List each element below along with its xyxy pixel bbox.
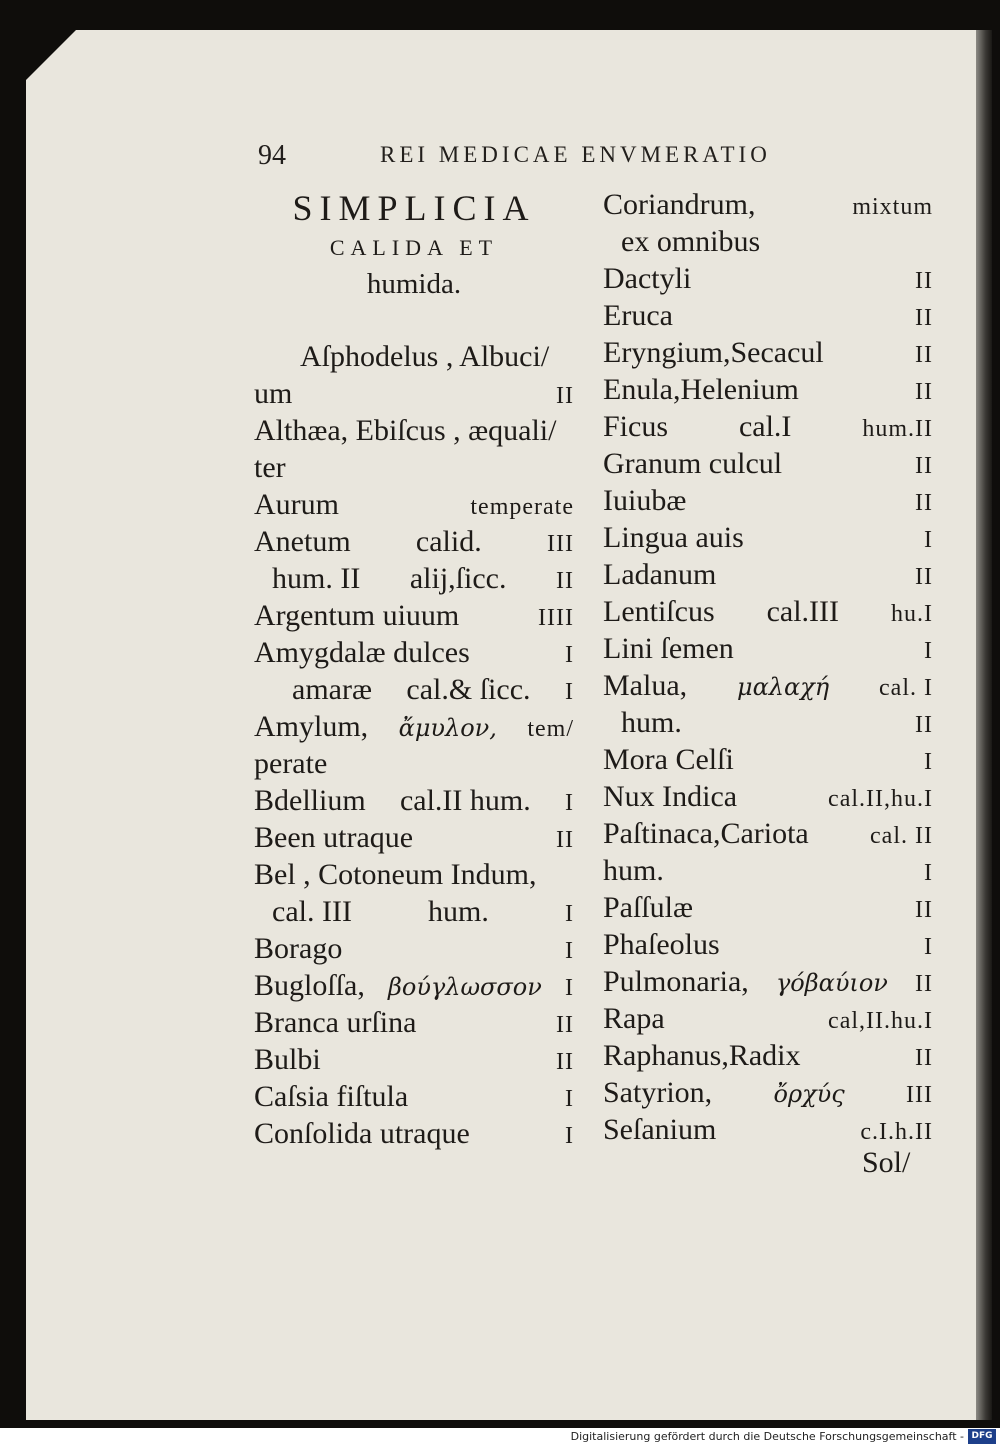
entry-grade: II [915, 305, 933, 331]
entry-grade: III [547, 531, 574, 557]
entry-text: Bel , Cotoneum Indum, [254, 858, 537, 891]
entry-text: Borago [254, 932, 343, 965]
entry-grade: IIII [538, 605, 574, 631]
running-title: REI MEDICAE ENVMERATIO [380, 142, 771, 167]
entry-grade: I [924, 527, 933, 553]
entry-line [603, 1074, 933, 1111]
left-entry-list [254, 338, 574, 1152]
entry-line [603, 371, 933, 408]
entry-grade: I [565, 975, 574, 1001]
page-gutter [976, 30, 992, 1420]
entry-grade: cal.II,hu.I [828, 786, 933, 812]
entry-text: Lingua auis [603, 521, 744, 554]
entry-grade: I [565, 1123, 574, 1149]
entry-text: Iuiubæ [603, 484, 687, 517]
entry-line [603, 482, 933, 519]
entry-text: perate [254, 747, 328, 780]
entry-grade: cal. II [870, 823, 933, 849]
entry-text: Ficus [603, 410, 669, 443]
entry-line [603, 223, 933, 260]
entry-text: Mora Celſi [603, 743, 734, 776]
entry-quality: hum. [428, 895, 489, 928]
entry-line [254, 671, 574, 708]
entry-grade: mixtum [852, 194, 933, 220]
entry-line [254, 856, 574, 893]
entry-line [603, 1000, 933, 1037]
entry-text: Nux Indica [603, 780, 738, 813]
entry-grade: II [915, 490, 933, 516]
entry-text: um [254, 377, 293, 410]
entry-line [254, 412, 574, 449]
greek-term: ἄμυλον, [398, 714, 497, 742]
entry-text: hum. II [272, 562, 361, 595]
entry-quality: cal.II hum. [399, 784, 531, 817]
catchword: Sol/ [862, 1146, 911, 1179]
entry-text: Eruca [603, 299, 673, 332]
entry-grade: II [915, 971, 933, 997]
entry-text: Dactyli [603, 262, 692, 295]
entry-quality: cal.& ſicc. [406, 673, 531, 706]
entry-text: Aurum [254, 488, 339, 521]
running-head [0, 140, 1000, 174]
entry-text: Anetum [254, 525, 351, 558]
greek-term: γόβαύιον [775, 969, 888, 997]
entry-text: Satyrion, [603, 1076, 713, 1109]
entry-text: Branca urſina [254, 1006, 417, 1039]
entry-line [254, 1004, 574, 1041]
entry-text: ex omnibus [621, 225, 761, 258]
greek-term: μαλαχή [737, 673, 830, 701]
entry-grade: I [565, 938, 574, 964]
entry-grade: I [564, 790, 574, 816]
entry-grade: II [915, 564, 933, 590]
entry-grade: cal. I [879, 675, 933, 701]
entry-text: Ladanum [603, 558, 717, 591]
section-subtitle: CALIDA ET [329, 235, 499, 260]
entry-text: Amygdalæ dulces [254, 636, 470, 669]
entry-line [603, 889, 933, 926]
entry-text: Raphanus,Radix [603, 1039, 801, 1072]
entry-line [254, 338, 574, 375]
entry-grade: hum.II [862, 416, 933, 442]
entry-text: ter [254, 451, 286, 484]
entry-quality: calid. [415, 525, 482, 558]
footer-credit: Digitalisierung gefördert durch die Deutsche Forschungsgemeinschaft - [570, 1430, 964, 1443]
entry-text: Lini ſemen [603, 632, 734, 665]
entry-line [254, 449, 574, 486]
entry-line [603, 630, 933, 667]
entry-grade: II [556, 1012, 574, 1038]
entry-text: Lentiſcus [603, 595, 715, 628]
entry-line [254, 745, 574, 782]
entry-line [603, 260, 933, 297]
entry-line [603, 297, 933, 334]
dfg-logo: DFG [968, 1429, 996, 1444]
entry-text: Conſolida utraque [254, 1117, 470, 1150]
entry-grade: temperate [470, 494, 574, 520]
entry-grade: III [906, 1082, 933, 1108]
entry-line [603, 852, 933, 889]
entry-grade: II [556, 568, 574, 594]
entry-line [254, 708, 574, 745]
entry-grade: II [915, 453, 933, 479]
entry-quality: cal.I [738, 410, 792, 443]
section-spacer [254, 302, 574, 338]
section-title: SIMPLICIA [292, 188, 536, 228]
entry-line [254, 486, 574, 523]
entry-text: Malua, [603, 669, 688, 702]
entry-grade: I [924, 934, 933, 960]
entry-line [603, 408, 933, 445]
entry-line [603, 1111, 933, 1148]
entry-text: Paſtinaca,Cariota [603, 817, 809, 850]
entry-line [603, 334, 933, 371]
entry-line [254, 819, 574, 856]
entry-grade: I [564, 679, 574, 705]
digitization-footer [0, 1428, 1000, 1448]
entry-grade: I [924, 749, 933, 775]
entry-grade: II [556, 383, 574, 409]
entry-text: Caſsia fiſtula [254, 1080, 409, 1113]
right-entry-list [603, 186, 933, 1148]
entry-line [254, 597, 574, 634]
entry-text: Amylum, [254, 710, 369, 743]
entry-grade: tem/ [527, 716, 574, 742]
entry-text: Seſanium [603, 1113, 717, 1146]
entry-text: Bugloſſa, [254, 969, 365, 1002]
entry-grade: II [915, 897, 933, 923]
entry-line [603, 926, 933, 963]
entry-line [254, 893, 574, 930]
entry-text: Rapa [603, 1002, 665, 1035]
entry-line [603, 963, 933, 1000]
entry-text: Aſphodelus , Albuci/ [300, 340, 550, 373]
entry-line [603, 741, 933, 778]
entry-text: Althæa, Ebiſcus , æquali/ [254, 414, 557, 447]
entry-text: Paſſulæ [603, 891, 694, 924]
entry-line [254, 375, 574, 412]
entry-line [254, 523, 574, 560]
greek-term: ὄρχύς [773, 1080, 845, 1108]
entry-text: cal. III [272, 895, 352, 928]
entry-line [254, 967, 574, 1004]
section-subtitle-2: humida. [366, 268, 462, 300]
entry-line [603, 593, 933, 630]
entry-quality: alij,ſicc. [409, 562, 507, 595]
left-column [254, 186, 574, 1152]
entry-line [254, 560, 574, 597]
entry-grade: I [924, 638, 933, 664]
entry-grade: I [565, 1086, 574, 1112]
entry-grade: II [915, 712, 933, 738]
entry-text: Bulbi [254, 1043, 321, 1076]
entry-text: Granum culcul [603, 447, 783, 480]
entry-quality: cal.III [766, 595, 840, 628]
entry-grade: II [915, 379, 933, 405]
greek-term: βούγλωσσον [388, 973, 542, 1001]
entry-grade: I [565, 642, 574, 668]
entry-line [603, 667, 933, 704]
page-number: 94 [258, 140, 286, 171]
entry-line [254, 1078, 574, 1115]
entry-text: Phaſeolus [603, 928, 720, 961]
entry-grade: c.I.h.II [860, 1119, 933, 1145]
entry-grade: II [915, 1045, 933, 1071]
entry-grade: I [924, 860, 933, 886]
entry-line [603, 815, 933, 852]
entry-grade: cal,II.hu.I [828, 1008, 933, 1034]
entry-line [254, 782, 574, 819]
entry-text: hum. [621, 706, 682, 739]
entry-line [254, 1115, 574, 1152]
entry-text: Pulmonaria, [603, 965, 749, 998]
entry-text: Coriandrum, [603, 188, 756, 221]
entry-grade: hu.I [890, 601, 933, 627]
entry-text: amaræ [292, 673, 372, 706]
entry-text: Bdellium [254, 784, 366, 817]
entry-grade: I [565, 901, 574, 927]
entry-text: Enula,Helenium [603, 373, 799, 406]
entry-text: Been utraque [254, 821, 414, 854]
entry-text: Eryngium,Secacul [603, 336, 824, 369]
entry-line [603, 556, 933, 593]
entry-grade: II [915, 268, 933, 294]
entry-line [603, 778, 933, 815]
entry-line [603, 519, 933, 556]
entry-line [603, 445, 933, 482]
entry-line [603, 704, 933, 741]
entry-grade: II [556, 827, 574, 853]
entry-text: Argentum uiuum [254, 599, 460, 632]
entry-line [254, 1041, 574, 1078]
entry-line [254, 930, 574, 967]
entry-grade: II [556, 1049, 574, 1075]
entry-line [603, 1037, 933, 1074]
entry-line [254, 634, 574, 671]
entry-grade: II [915, 342, 933, 368]
entry-line [603, 186, 933, 223]
entry-text: hum. [603, 854, 664, 887]
right-column [603, 186, 933, 1148]
